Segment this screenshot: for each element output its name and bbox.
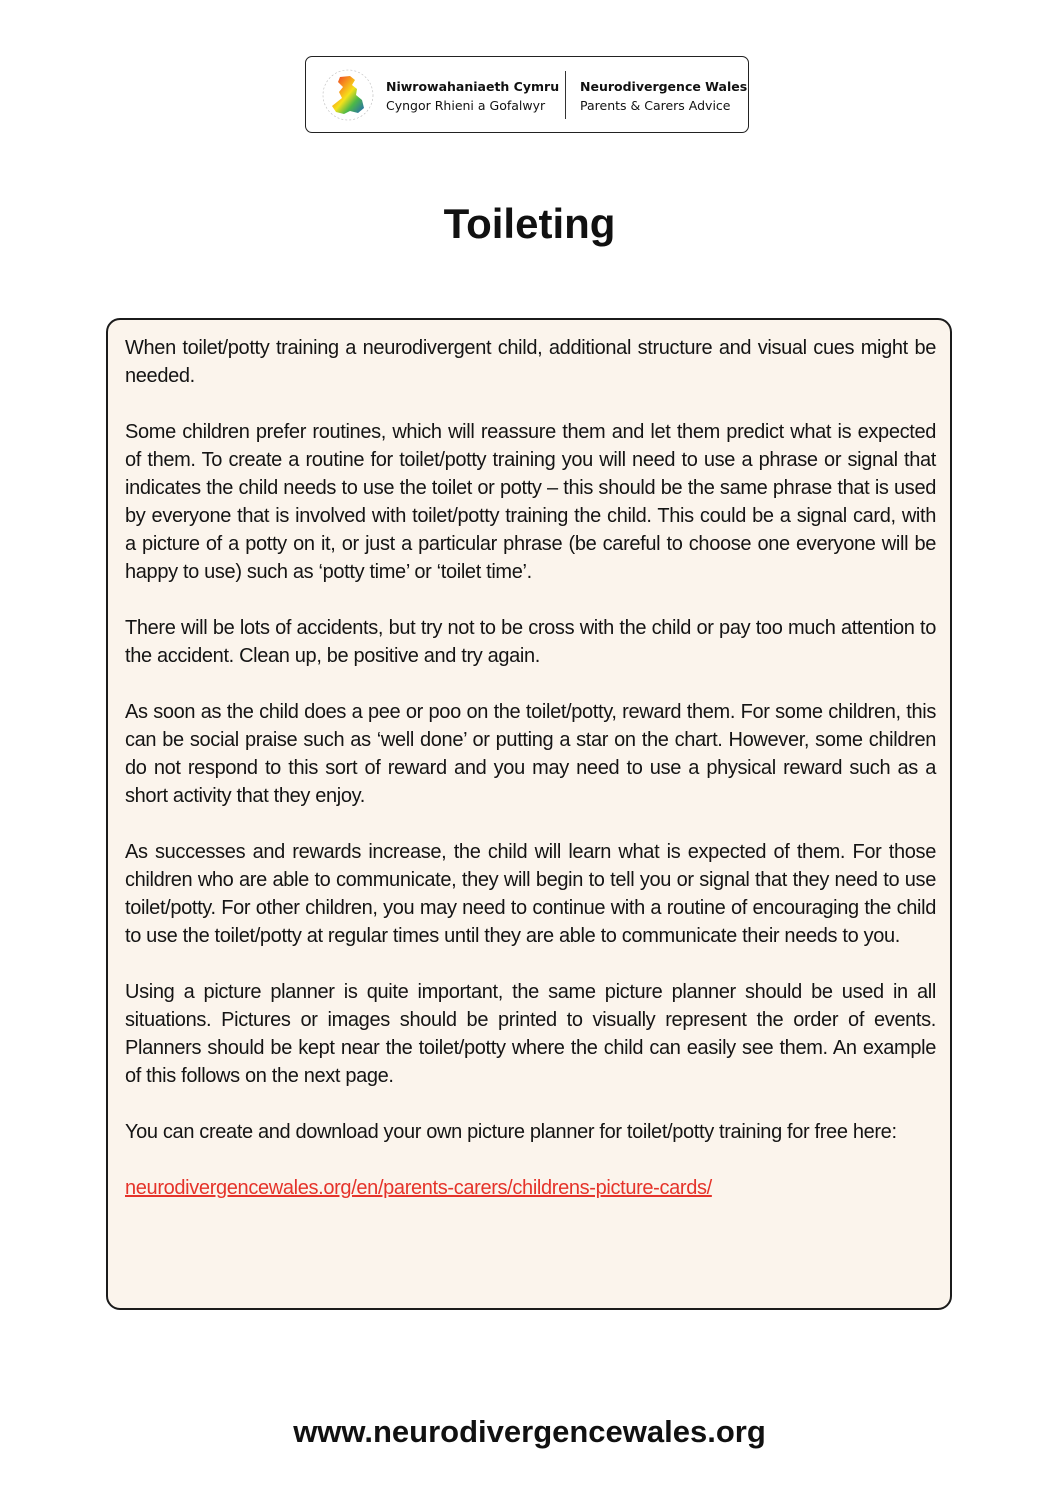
logo-divider xyxy=(565,71,566,119)
paragraph-accidents: There will be lots of accidents, but try not to be cross with the child or pay too much attention to the accident. Clean up, be positive and try again. xyxy=(125,617,936,667)
page-title: Toileting xyxy=(443,200,616,247)
english-name: Neurodivergence Wales xyxy=(580,79,748,94)
content-box xyxy=(106,318,952,1310)
paragraph-intro: When toilet/potty training a neurodivergent child, additional structure and visual cues might be needed. xyxy=(125,337,936,387)
footer-website: www.neurodivergencewales.org xyxy=(293,1414,766,1449)
content-body xyxy=(125,334,936,1230)
welsh-name: Niwrowahaniaeth Cymru xyxy=(386,79,560,94)
welsh-subtitle: Cyngor Rhieni a Gofalwyr xyxy=(386,98,546,113)
link-paragraph xyxy=(125,1174,936,1202)
header-logo-banner xyxy=(305,56,749,133)
paragraph-picture-planner: Using a picture planner is quite important, the same picture planner should be used in all situations. Pictures or images should be printed to visually represent the order of events. Planners should be kept near the toilet/potty where the child can easily see them. An example of this follows on the next page. xyxy=(125,981,936,1087)
english-subtitle: Parents & Carers Advice xyxy=(580,98,731,113)
wales-rainbow-map-logo-icon xyxy=(320,65,376,125)
english-org-name xyxy=(580,77,747,115)
picture-cards-link[interactable]: neurodivergencewales.org/en/parents-carers/childrens-picture-cards/ xyxy=(125,1177,712,1199)
paragraph-successes: As successes and rewards increase, the child will learn what is expected of them. For those children who are able to communicate, they will begin to tell you or signal that they need to use toilet/potty. For other children, you may need to continue with a routine of encouraging the child to use the toilet/potty at regular times until they are able to communicate their needs to you. xyxy=(125,841,936,947)
welsh-org-name xyxy=(386,77,559,115)
paragraph-rewards: As soon as the child does a pee or poo on the toilet/potty, reward them. For some children, this can be social praise such as ‘well done’ or putting a star on the chart. However, some children do not respond to this sort of reward and you may need to use a physical reward such as a short activity that they enjoy. xyxy=(125,701,936,807)
paragraph-routines: Some children prefer routines, which will reassure them and let them predict what is expected of them. To create a routine for toilet/potty training you will need to use a phrase or signal that indicates the child needs to use the toilet or potty – this should be the same phrase that is used by everyone that is involved with toilet/potty training the child. This could be a signal card, with a picture of a potty on it, or just a particular phrase (be careful to choose one everyone will be happy to use) such as ‘potty time’ or ‘toilet time’. xyxy=(125,421,936,583)
paragraph-download: You can create and download your own picture planner for toilet/potty training for free here: xyxy=(125,1121,897,1143)
